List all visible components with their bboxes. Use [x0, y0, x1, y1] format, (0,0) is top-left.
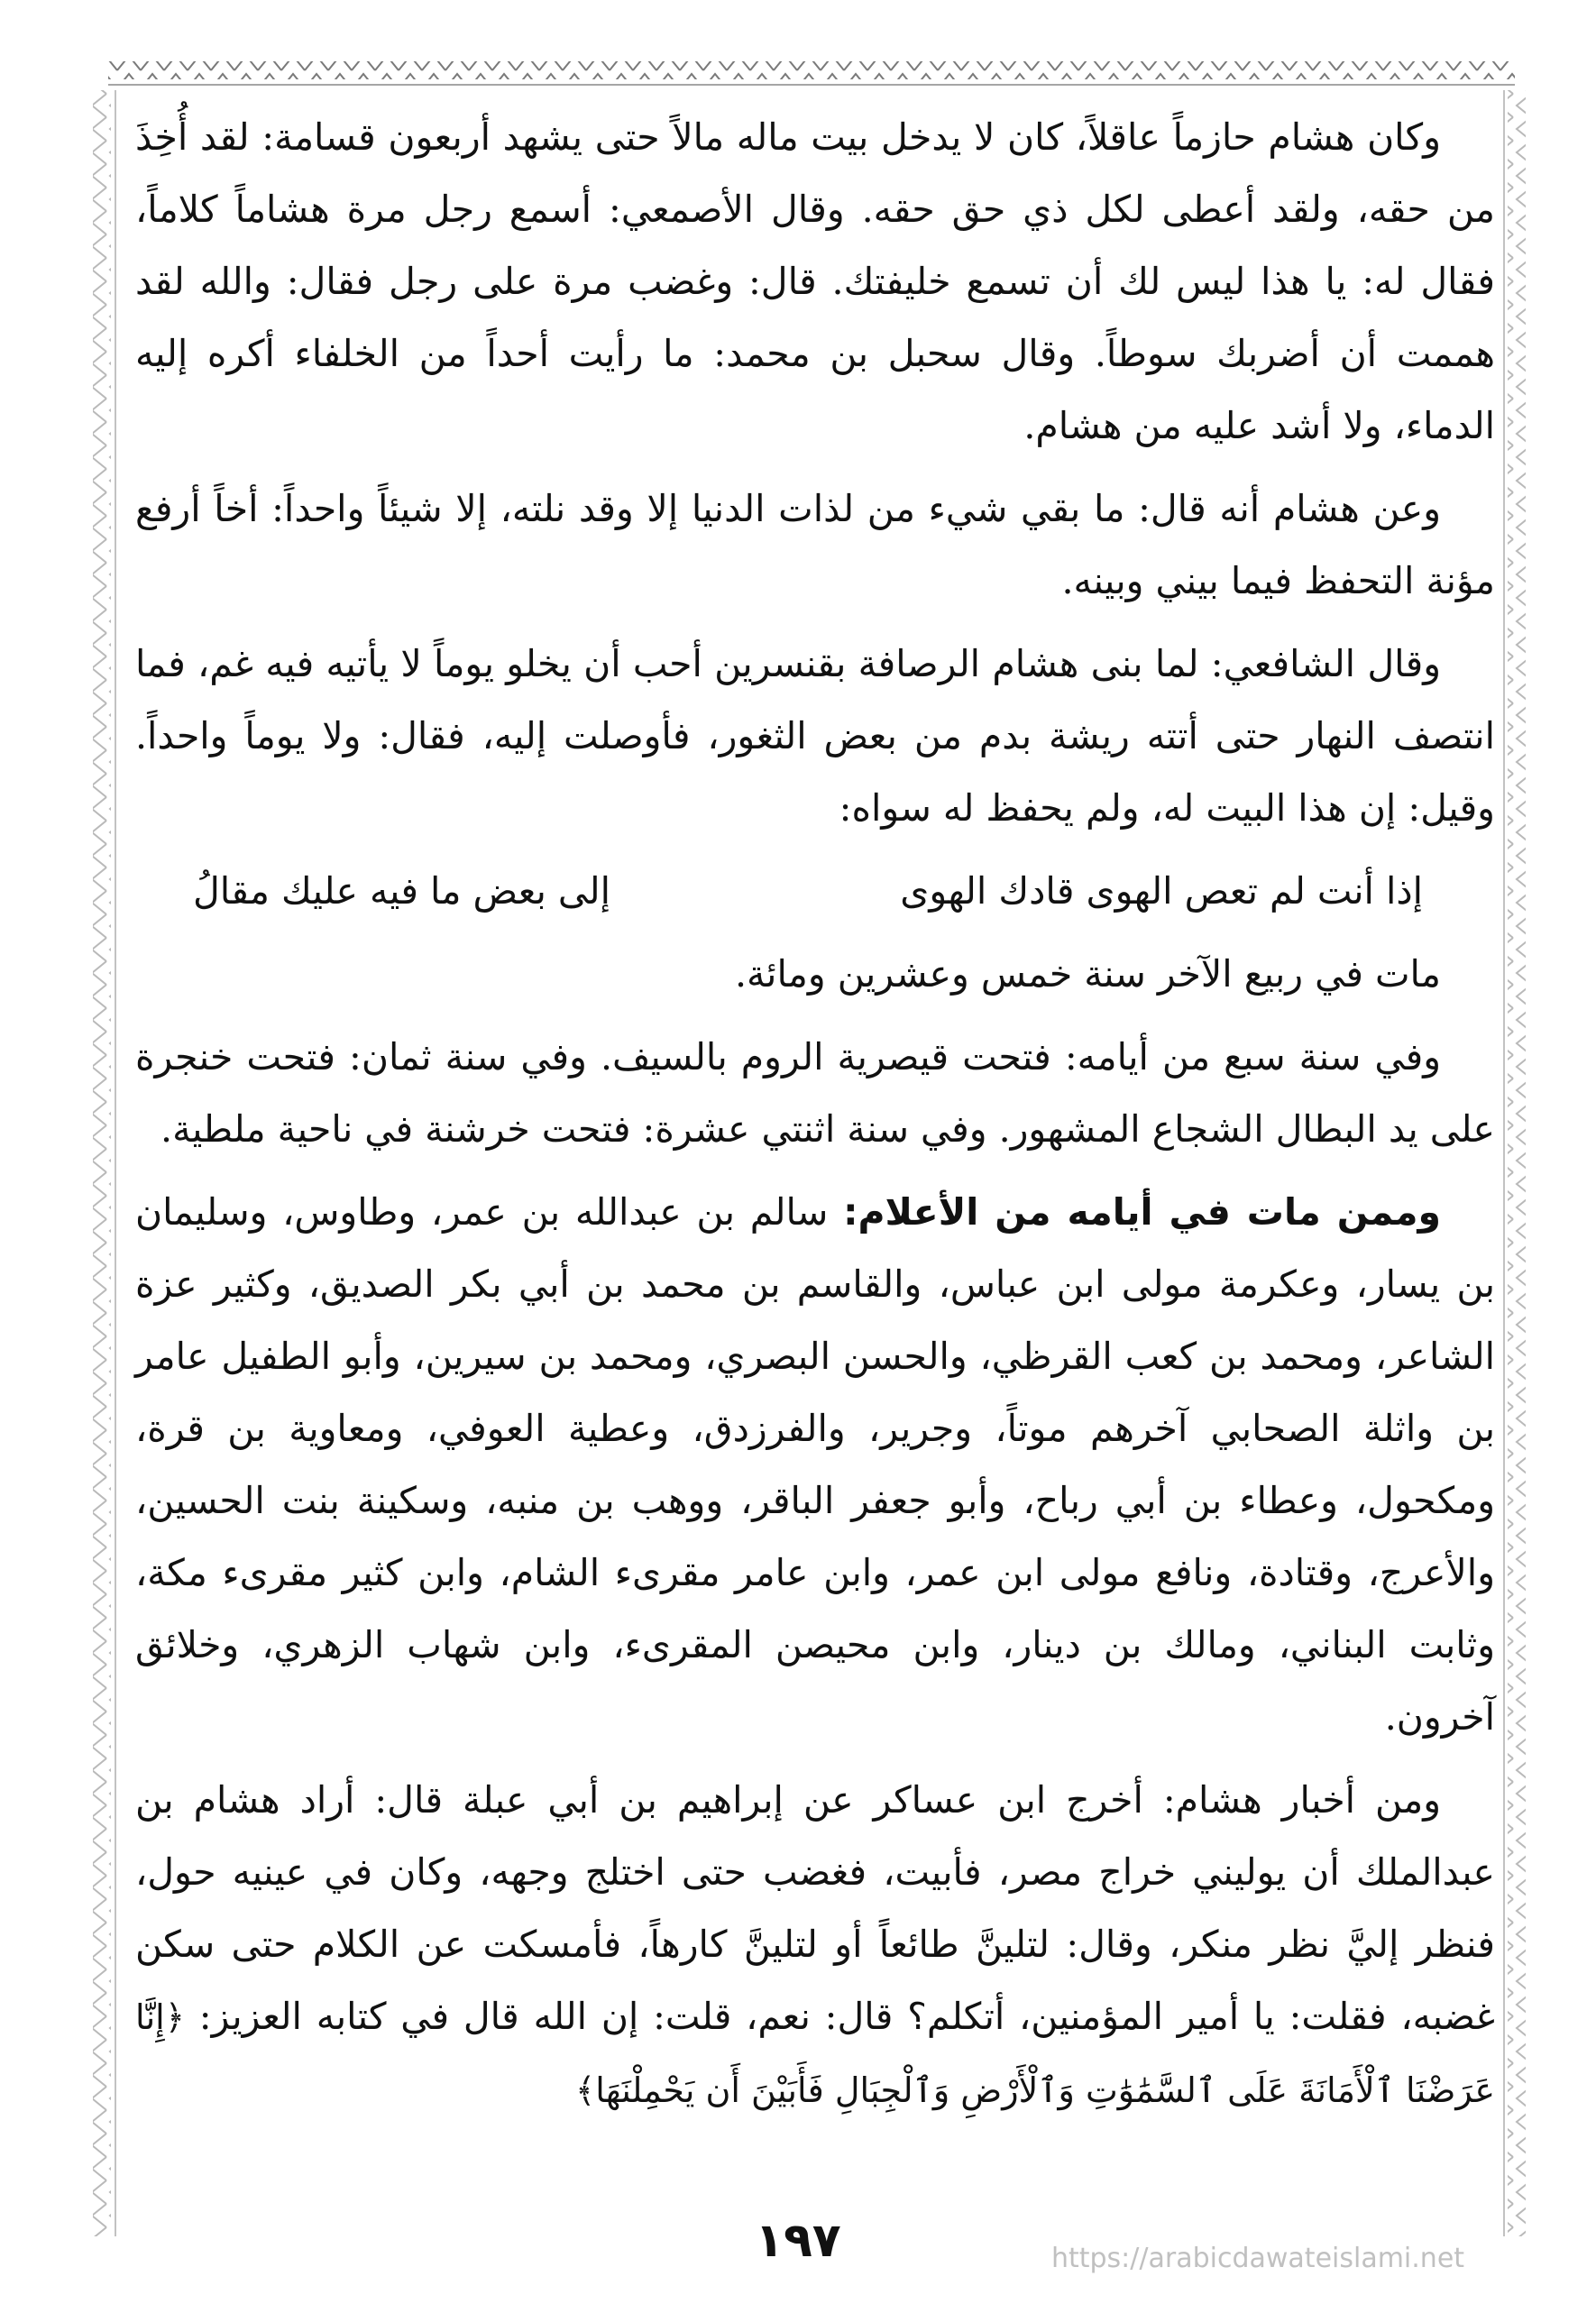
poetry-verse — [135, 855, 1495, 927]
page-number: ١٩٧ — [755, 2214, 841, 2268]
watermark-url: https://arabicdawateislami.net — [1050, 2243, 1465, 2274]
paragraph-conquests: وفي سنة سبع من أيامه: فتحت قيصرية الروم بالسيف. وفي سنة ثمان: فتحت خنجرة على يد البطال الشجاع المشهور. وفي سنة اثنتي عشرة: فتحت خرشنة في ناحية ملطية. — [135, 1035, 1495, 1151]
paragraph-shafii-story: وقال الشافعي: لما بنى هشام الرصافة بقنسرين أحب أن يخلو يوماً لا يأتيه فيه غم، فما انتصف النهار حتى أتته ريشة بدم من بعض الثغور، فأوصلت إليه، فقال: ولا يوماً واحداً. وقيل: إن هذا البيت له، ولم يحفظ له سواه: — [135, 642, 1495, 830]
quran-quote: ﴿إِنَّا عَرَضْنَا ٱلْأَمَانَةَ عَلَى ٱلسَّمَٰوَٰتِ وَٱلْأَرْضِ وَٱلْجِبَالِ فَأَبَيْنَ أَن يَحْمِلْنَهَا﴾ — [135, 1997, 1495, 2110]
section-lead-heading: وممن مات في أيامه من الأعلام: — [843, 1190, 1441, 1234]
paragraph-hisham-news: ومن أخبار هشام: أخرج ابن عساكر عن إبراهيم بن أبي عبلة قال: أراد هشام بن عبدالملك أن يوليني خراج مصر، فأبيت، فغضب حتى اختلج وجهه، وكان في عينيه حول، فنظر إليَّ نظر منكر، وقال: لتلينَّ طائعاً أو لتلينَّ كارهاً، فأمسكت عن الكلام حتى سكن غضبه، فقلت: يا أمير المؤمنين، أتكلم؟ قال: نعم، قلت: إن الله قال في كتابه العزيز: ﴿إِنَّا عَرَضْنَا ٱلْأَمَانَةَ عَلَى ٱلسَّمَٰوَٰتِ وَٱلْأَرْضِ وَٱلْجِبَالِ فَأَبَيْنَ أَن يَحْمِلْنَهَا﴾ — [135, 1778, 1495, 2110]
paragraph-notable-deaths: وممن مات في أيامه من الأعلام: سالم بن عبدالله بن عمر، وطاوس، وسليمان بن يسار، وعكرمة مولى ابن عباس، والقاسم بن محمد بن أبي بكر الصديق، وكثير عزة الشاعر، ومحمد بن كعب القرظي، والحسن البصري، ومحمد بن سيرين، وأبو الطفيل عامر بن واثلة الصحابي آخرهم موتاً، وجرير، والفرزدق، وعطية العوفي، ومعاوية بن قرة، ومكحول، وعطاء بن أبي رباح، وأبو جعفر الباقر، ووهب بن منبه، وسكينة بنت الحسين، والأعرج، وقتادة، ونافع مولى ابن عمر، وابن عامر مقرىء الشام، وابن كثير مقرىء مكة، وثابت البناني، ومالك بن دينار، وابن محيصن المقرىء، وابن شهاب الزهري، وخلائق آخرون. — [135, 1190, 1495, 1739]
paragraph-death-date: مات في ربيع الآخر سنة خمس وعشرين ومائة. — [735, 952, 1441, 996]
verse-first-hemistich: إذا أنت لم تعص الهوى قادك الهوى — [900, 869, 1423, 913]
book-page-text — [135, 101, 1495, 2137]
paragraph-hisham-saying: وعن هشام أنه قال: ما بقي شيء من لذات الدنيا إلا وقد نلته، إلا شيئاً واحداً: أخاً أرفع مؤنة التحفظ فيما بيني وبينه. — [135, 487, 1495, 602]
verse-second-hemistich: إلى بعض ما فيه عليك مقالُ — [193, 869, 610, 913]
paragraph-hisham-character: وكان هشام حازماً عاقلاً، كان لا يدخل بيت ماله مالاً حتى يشهد أربعون قسامة: لقد أُخِذَ من حقه، ولقد أعطى لكل ذي حق حقه. وقال الأصمعي: أسمع رجل مرة هشاماً كلاماً، فقال له: يا هذا ليس لك أن تسمع خليفتك. قال: وغضب مرة على رجل فقال: والله لقد هممت أن أضربك سوطاً. وقال سحبل بن محمد: ما رأيت أحداً من الخلفاء أكره إليه الدماء، ولا أشد عليه من هشام. — [135, 115, 1495, 447]
